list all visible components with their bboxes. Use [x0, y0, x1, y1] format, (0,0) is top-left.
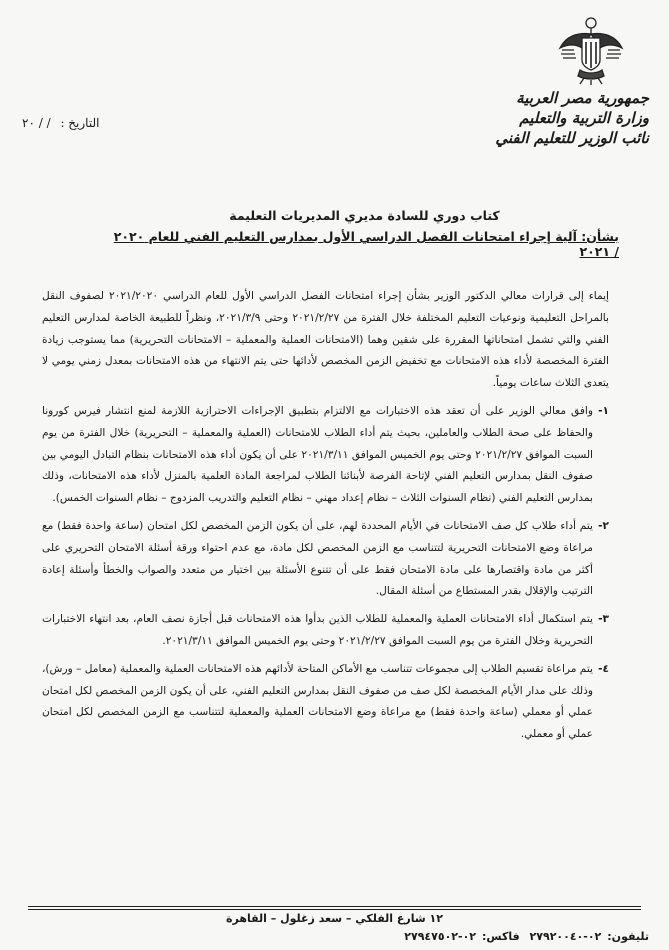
- letter-body: [42, 286, 609, 752]
- list-item: [42, 609, 609, 653]
- ministry-name: وزارة التربية والتعليم: [519, 109, 649, 127]
- item-number: ٣-: [598, 613, 609, 626]
- item-number: ٢-: [598, 519, 609, 532]
- fax-label: فاكس:: [482, 930, 520, 943]
- date-label: التاريخ :: [60, 116, 100, 130]
- circular-title: كتاب دوري للسادة مديري المديريات التعليمة: [229, 208, 500, 223]
- phone-label: تليفون:: [607, 930, 649, 943]
- republic-name: جمهورية مصر العربية: [516, 89, 649, 107]
- item-number: ١-: [598, 404, 609, 417]
- date-value: / / ٢٠: [22, 116, 51, 130]
- footer-divider: [28, 909, 641, 910]
- fax-number: ٠٢-٢٧٩٤٧٥٠٢: [404, 930, 477, 943]
- list-item: [42, 659, 609, 746]
- list-item: [42, 401, 609, 510]
- footer-contacts: [30, 930, 649, 943]
- date-line: [22, 116, 99, 130]
- item-text: يتم مراعاة تقسيم الطلاب إلى مجموعات تتناسب مع الأماكن المتاحة لأدائهم هذه الامتحانات العملية والمعملية (معامل – ورش)، وذلك على مدار الأيام المخصصة لكل صف من صفوف النقل بمدارس التعليم الفني، على أن يكون الزمن المخصص لكل امتحان عملي أو معملي (ساعة واحدة فقط) مع مراعاة وضع الامتحانات العملية والمعملية لتتناسب مع الزمن المخصص لكل امتحان عملي أو معملي.: [42, 662, 593, 741]
- egypt-eagle-emblem-icon: [556, 14, 626, 86]
- title-block: [110, 208, 619, 259]
- subject-line: بشأن: آلية إجراء امتحانات الفصل الدراسي الأول بمدارس التعليم الفني للعام ٢٠٢٠ / ٢٠٢١: [113, 229, 619, 259]
- intro-paragraph: إيماء إلى قرارات معالي الدكتور الوزير بشأن إجراء امتحانات الفصل الدراسي الأول للعام الدراسي ٢٠٢١/٢٠٢٠ لصفوف النقل بالمراحل التعليمية ونوعيات التعليم المختلفة خلال الفترة من ٢٠٢١/٢/٢٧ وحتى ٢٠٢١/٣/٩، ونظراً للطبيعة الخاصة لمدارس التعليم الفني والتي تشمل امتحاناتها المقررة على شقين وهما (الامتحانات العملية والمعملية – الامتحانات التحريرية) مما يستوجب زيادة الفترة المخصصة لأداء هذه الامتحانات مع تخفيض الزمن المخصص لأدائها حتى يتم الانتهاء من هذه الامتحانات بمعدل زمني يومي لا يتعدى الثلاث ساعات يومياً.: [42, 290, 609, 390]
- item-text: يتم استكمال أداء الامتحانات العملية والمعملية للطلاب الذين بدأوا هذه الامتحانات قبل أجازة نصف العام، بعد انتهاء الاختبارات التحريرية وخلال الفترة من يوم السبت الموافق ٢٠٢١/٢/٢٧ وحتى يوم الخميس الموافق ٢٠٢١/٣/١١.: [42, 613, 593, 647]
- list-item: [42, 516, 609, 603]
- phone-number: ٠٢-٢٧٩٢٠٠٤٠: [529, 930, 602, 943]
- deputy-minister: نائب الوزير للتعليم الفني: [495, 129, 649, 147]
- footer-address: ١٢ شارع الفلكي – سعد زغلول – القاهرة: [226, 912, 443, 925]
- item-text: يتم أداء طلاب كل صف الامتحانات في الأيام المحددة لهم، على أن يكون الزمن المخصص لكل امتحان (ساعة واحدة فقط) مع مراعاة وضع الامتحانات التحريرية لتتناسب مع الزمن المخصص لكل مادة، مع عدم احتواء ورقة أسئلة الامتحان التحريري على أكثر من مادة واقتصارها على مادة الامتحان فقط على أن تتنوع الأسئلة بين اختيار من متعدد والصواب والخطأ وأسئلة إعادة الترتيب والإقلال بقدر المستطاع من أسئلة المقال.: [42, 519, 593, 598]
- item-number: ٤-: [598, 662, 609, 675]
- footer-divider: [28, 906, 641, 907]
- item-text: وافق معالي الوزير على أن تعقد هذه الاختبارات مع الالتزام بتطبيق الإجراءات الاحترازية اللازمة لمنع انتشار فيرس كورونا والحفاظ على صحة الطلاب والعاملين، بحيث يتم أداء الطلاب للامتحانات (العملية والمعملية – التحريرية) خلال الفترة من يوم السبت الموافق ٢٠٢١/٢/٢٧ وحتى يوم الخميس الموافق ٢٠٢١/٣/١١ على أن يكون أداء هذه الامتحانات بنظام التبادل اليومي بين صفوف النقل بمدارس التعليم الفني لإتاحة الفرصة لأبنائنا الطلاب لمراجعة المادة العلمية بالمنزل لأداء هذه الامتحانات، وذلك بمدارس التعليم الفني (نظام السنوات الثلاث – نظام إعداد مهني – نظام التعليم والتدريب المزدوج – نظام السنوات الخمس).: [42, 404, 593, 505]
- ministry-header: [449, 88, 649, 148]
